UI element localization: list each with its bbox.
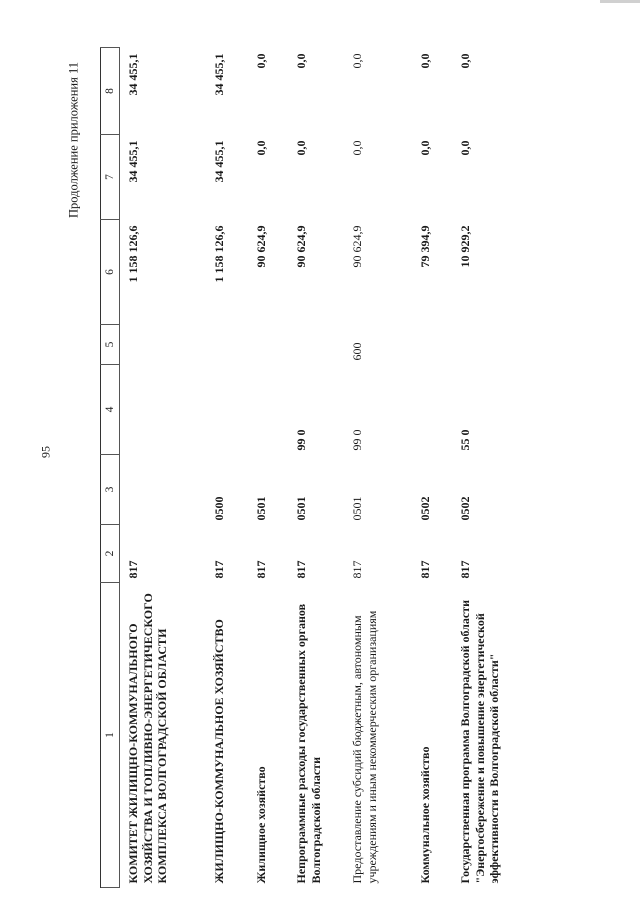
row-vr	[412, 325, 452, 365]
budget-table	[100, 47, 534, 888]
row-vr	[248, 325, 288, 365]
header-col-6: 6	[101, 220, 120, 325]
row-ved: 817	[458, 560, 472, 579]
table-row	[248, 48, 288, 888]
row-sum-2: 34 455,1	[212, 140, 226, 183]
page-number: 95	[38, 446, 53, 458]
table-row	[288, 48, 344, 888]
row-csr	[412, 365, 452, 455]
row-vr: 600	[350, 342, 364, 361]
row-ved: 817	[126, 560, 140, 579]
row-rzpr: 0501	[350, 496, 364, 521]
row-vr	[206, 325, 248, 365]
table-row	[206, 48, 248, 888]
row-rzpr: 0502	[418, 496, 432, 521]
row-ved: 817	[294, 560, 308, 579]
row-rzpr: 0501	[254, 496, 268, 521]
row-name: КОМИТЕТ ЖИЛИЩНО-КОММУНАЛЬНОГО ХОЗЯЙСТВА И ТОПЛИВНО-ЭНЕРГЕТИЧЕСКОГО КОМПЛЕКСА ВОЛГОГРАДСКОЙ ОБЛАСТИ	[126, 593, 170, 884]
row-sum-2: 0,0	[254, 140, 268, 156]
row-vr	[288, 325, 344, 365]
row-sum-3: 0,0	[458, 53, 472, 69]
row-sum-1: 10 929,2	[458, 225, 472, 268]
row-sum-1: 1 158 126,6	[126, 225, 140, 283]
header-col-4: 4	[101, 365, 120, 455]
header-col-7: 7	[101, 135, 120, 220]
row-csr	[248, 365, 288, 455]
row-name: Коммунальное хозяйство	[418, 746, 432, 884]
row-rzpr	[120, 455, 207, 525]
row-vr	[452, 325, 534, 365]
row-rzpr: 0502	[458, 496, 472, 521]
row-name: ЖИЛИЩНО-КОММУНАЛЬНОЕ ХОЗЯЙСТВО	[212, 619, 226, 884]
row-ved: 817	[350, 560, 364, 579]
row-vr	[120, 325, 207, 365]
row-sum-3: 34 455,1	[126, 53, 140, 96]
header-col-1: 1	[101, 583, 120, 888]
row-sum-3: 0,0	[294, 53, 308, 69]
table-row	[344, 48, 412, 888]
row-name: Предоставление субсидий бюджетным, автономным учреждениям и иным некоммерческим организациям	[350, 610, 379, 884]
table-row	[120, 48, 207, 888]
row-csr: 99 0	[294, 429, 308, 451]
table-header-row	[101, 48, 120, 888]
continuation-label: Продолжение приложения 11	[66, 61, 81, 219]
row-sum-3: 0,0	[254, 53, 268, 69]
header-col-5: 5	[101, 325, 120, 365]
header-col-2: 2	[101, 525, 120, 583]
table-row	[412, 48, 452, 888]
row-ved: 817	[212, 560, 226, 579]
row-sum-1: 90 624,9	[294, 225, 308, 268]
row-sum-2: 0,0	[350, 140, 364, 156]
budget-table-container	[100, 48, 560, 888]
row-sum-1: 90 624,9	[350, 225, 364, 268]
row-name: Государственная программа Волгоградской области "Энергосбережение и повышение энергетической эффективности в Волгоградской области"	[458, 599, 502, 884]
row-csr	[206, 365, 248, 455]
row-ved: 817	[418, 560, 432, 579]
row-rzpr: 0500	[212, 496, 226, 521]
row-name: Жилищное хозяйство	[254, 766, 268, 884]
row-sum-3: 0,0	[418, 53, 432, 69]
row-sum-2: 0,0	[294, 140, 308, 156]
row-csr: 55 0	[458, 429, 472, 451]
row-csr	[120, 365, 207, 455]
header-col-8: 8	[101, 48, 120, 135]
row-csr: 99 0	[350, 429, 364, 451]
row-sum-2: 0,0	[458, 140, 472, 156]
row-sum-1: 79 394,9	[418, 225, 432, 268]
row-sum-2: 34 455,1	[126, 140, 140, 183]
row-rzpr: 0501	[294, 496, 308, 521]
row-sum-2: 0,0	[418, 140, 432, 156]
row-sum-1: 1 158 126,6	[212, 225, 226, 283]
row-name: Непрограммные расходы государственных органов Волгоградской области	[294, 603, 323, 884]
row-sum-3: 34 455,1	[212, 53, 226, 96]
row-sum-3: 0,0	[350, 53, 364, 69]
table-row	[452, 48, 534, 888]
row-ved: 817	[254, 560, 268, 579]
header-col-3: 3	[101, 455, 120, 525]
row-sum-1: 90 624,9	[254, 225, 268, 268]
scan-edge-mark	[600, 0, 640, 3]
